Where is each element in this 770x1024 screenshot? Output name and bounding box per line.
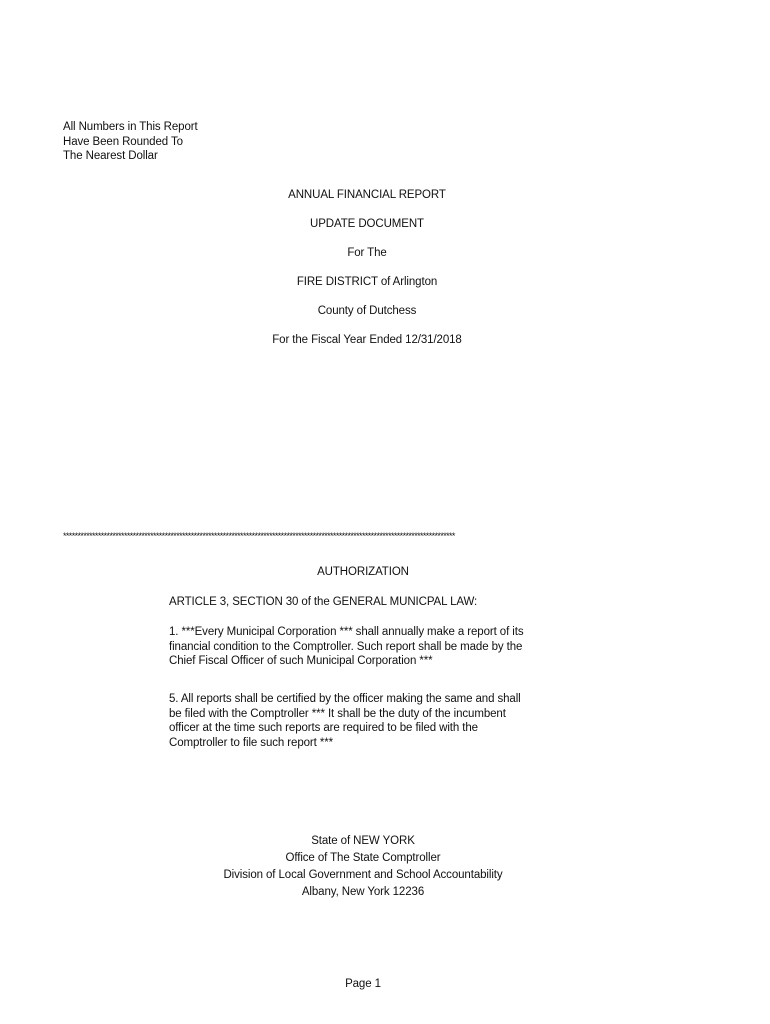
paragraph-line: 5. All reports shall be certified by the officer making the same and shall	[169, 693, 521, 705]
rounding-note-line: All Numbers in This Report	[63, 121, 198, 133]
page-number: Page 1	[345, 978, 381, 990]
paragraph-line: 1. ***Every Municipal Corporation *** shall annually make a report of its	[169, 626, 524, 638]
paragraph-line: financial condition to the Comptroller. Such report shall be made by the	[169, 640, 523, 653]
comptroller-address	[0, 833, 726, 901]
paragraph-line: be filed with the Comptroller *** It shall be the duty of the incumbent	[169, 707, 506, 720]
document-type: UPDATE DOCUMENT	[310, 218, 424, 230]
for-the-label: For The	[347, 247, 387, 259]
rounding-note-line: Have Been Rounded To	[63, 135, 183, 148]
entity-name: FIRE DISTRICT of Arlington	[296, 276, 438, 288]
address-line: State of NEW YORK	[311, 835, 415, 847]
address-line: Office of The State Comptroller	[285, 852, 441, 864]
report-title: ANNUAL FINANCIAL REPORT	[288, 189, 446, 201]
authorization-heading: AUTHORIZATION	[317, 566, 409, 578]
paragraph-line: officer at the time such reports are required to be filed with the	[169, 722, 478, 734]
authorization-paragraph-1	[169, 625, 524, 669]
paragraph-line: Chief Fiscal Officer of such Municipal Corporation ***	[169, 655, 433, 667]
authorization-paragraph-5	[169, 692, 521, 750]
address-line: Division of Local Government and School Accountability	[223, 869, 503, 881]
rounding-note	[63, 120, 198, 164]
rounding-note-line: The Nearest Dollar	[63, 150, 158, 162]
article-reference: ARTICLE 3, SECTION 30 of the GENERAL MUNICPAL LAW:	[169, 596, 478, 608]
paragraph-line: Comptroller to file such report ***	[169, 736, 333, 749]
asterisk-separator: ***************************************************************************************************************************************	[63, 531, 455, 541]
county-name: County of Dutchess	[317, 305, 417, 317]
fiscal-year: For the Fiscal Year Ended 12/31/2018	[272, 334, 462, 346]
address-line: Albany, New York 12236	[301, 886, 425, 898]
